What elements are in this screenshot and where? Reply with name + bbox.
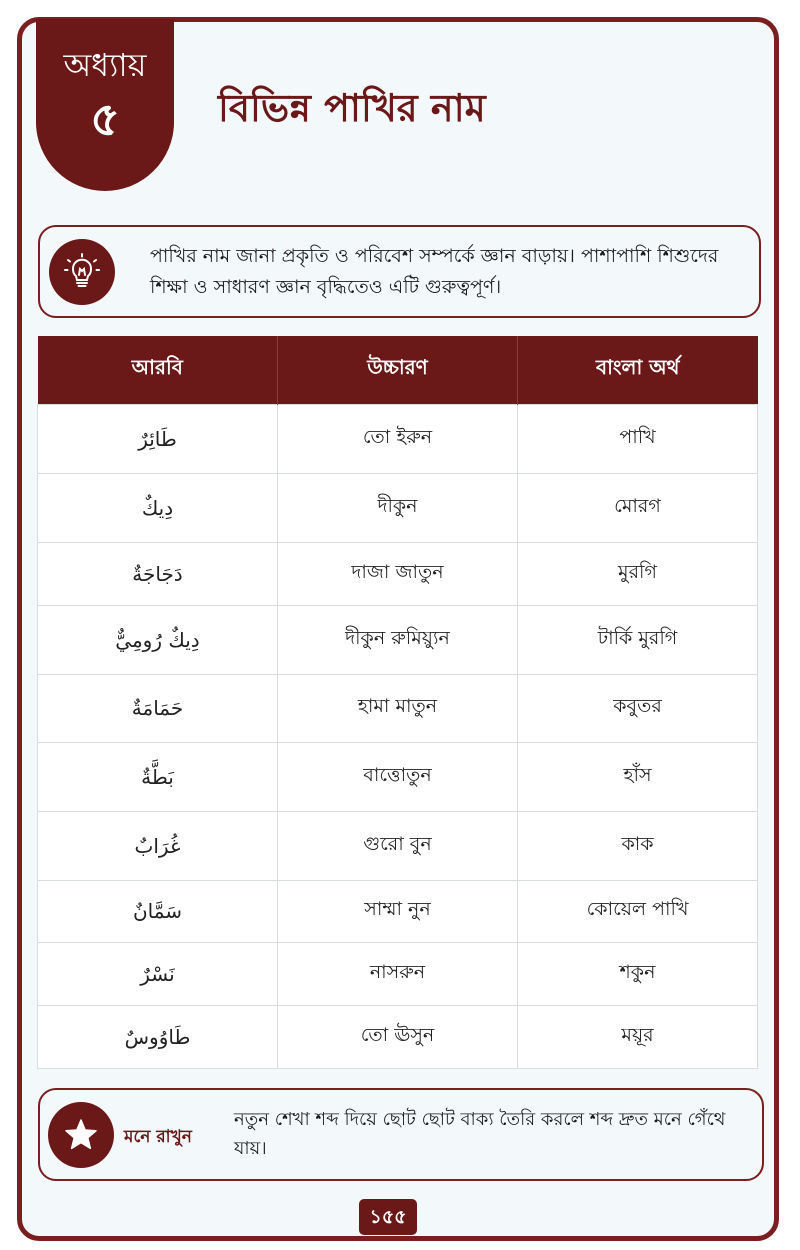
arabic-cell: دَجَاجَةٌ [38,542,278,605]
pronunciation-cell: নাসরুন [278,942,518,1005]
table-row [38,404,758,473]
arabic-cell: طَاوُوسٌ [38,1005,278,1068]
arabic-cell: سَمَّانٌ [38,880,278,942]
star-icon [48,1102,114,1168]
pronunciation-cell: বাত্তোতুন [278,742,518,811]
arabic-cell: دِيكٌ رُومِيٌّ [38,605,278,674]
table-row [38,473,758,542]
tip-label: মনে রাখুন [124,1127,192,1147]
pronunciation-cell: হামা মাতুন [278,674,518,742]
table-row [38,605,758,674]
table-header-row [38,336,758,404]
vocab-table-wrap [37,336,758,1069]
header-arabic: আরবি [38,336,278,404]
meaning-cell: পাখি [518,404,758,473]
chapter-badge [36,19,174,191]
info-text: পাখির নাম জানা প্রকৃতি ও পরিবেশ সম্পর্কে জ্ঞান বাড়ায়। পাশাপাশি শিশুদের শিক্ষা ও সাধারণ জ্ঞান বৃদ্ধিতেও এটি গুরুত্বপূর্ণ। [150,245,719,298]
page-title: বিভিন্ন পাখির নাম [218,86,486,130]
table-row [38,811,758,880]
meaning-cell: শকুন [518,942,758,1005]
lightbulb-icon [49,239,115,305]
header-pronunciation: উচ্চারণ [278,336,518,404]
table-row [38,880,758,942]
table-row [38,674,758,742]
vocab-table [37,336,758,1069]
table-row [38,942,758,1005]
meaning-cell: ময়ূর [518,1005,758,1068]
tip-text: নতুন শেখা শব্দ দিয়ে ছোট ছোট বাক্য তৈরি করলে শব্দ দ্রুত মনে গেঁথে যায়। [234,1109,726,1159]
header-meaning: বাংলা অর্থ [518,336,758,404]
table-row [38,1005,758,1068]
pronunciation-cell: তো ঊসুন [278,1005,518,1068]
arabic-cell: حَمَامَةٌ [38,674,278,742]
chapter-number: ৫ [90,92,120,146]
pronunciation-cell: দীকুন [278,473,518,542]
table-row [38,542,758,605]
meaning-cell: টার্কি মুরগি [518,605,758,674]
meaning-cell: কাক [518,811,758,880]
arabic-cell: دِيكٌ [38,473,278,542]
pronunciation-cell: দাজা জাতুন [278,542,518,605]
tip-box [38,1088,764,1181]
page-number: ১৫৫ [359,1199,417,1235]
arabic-cell: طَائِرٌ [38,404,278,473]
meaning-cell: হাঁস [518,742,758,811]
meaning-cell: মুরগি [518,542,758,605]
table-row [38,742,758,811]
pronunciation-cell: দীকুন রুমিয়্যুন [278,605,518,674]
meaning-cell: কোয়েল পাখি [518,880,758,942]
arabic-cell: غُرَابٌ [38,811,278,880]
chapter-label: অধ্যায় [63,46,147,84]
pronunciation-cell: সাম্মা নুন [278,880,518,942]
pronunciation-cell: তো ইরুন [278,404,518,473]
meaning-cell: কবুতর [518,674,758,742]
arabic-cell: بَطَّةٌ [38,742,278,811]
pronunciation-cell: গুরো বুন [278,811,518,880]
meaning-cell: মোরগ [518,473,758,542]
info-box [38,225,761,318]
arabic-cell: نَسْرٌ [38,942,278,1005]
